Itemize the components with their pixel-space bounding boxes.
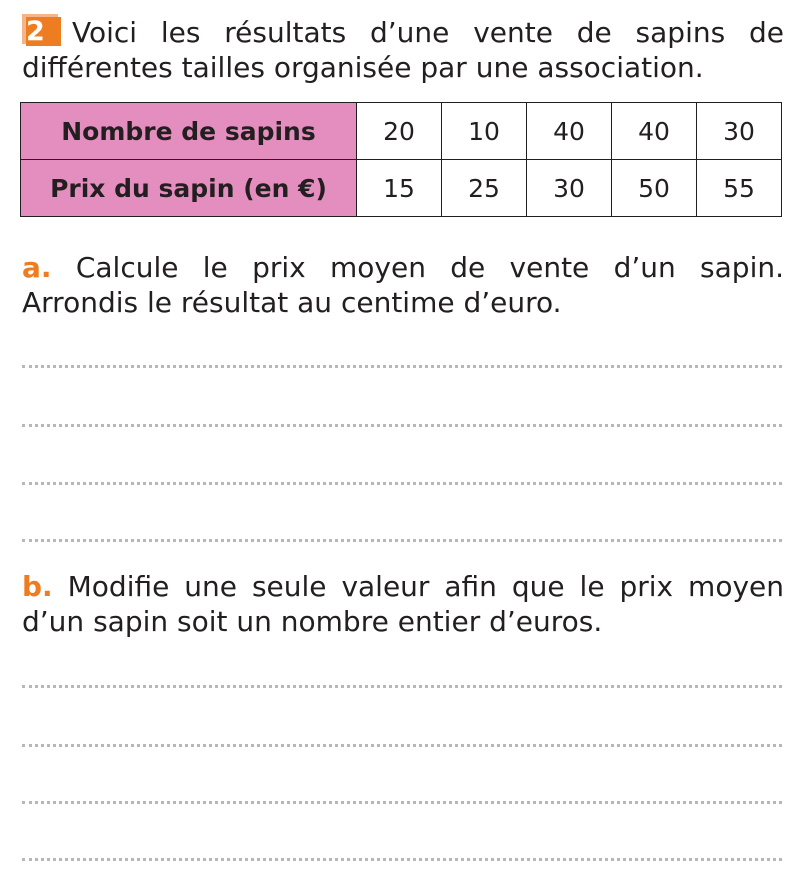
table-cell: 10: [442, 103, 527, 160]
exercise-intro: [22, 14, 784, 85]
table-cell: 15: [357, 160, 442, 217]
question-b: [22, 569, 784, 639]
table-cell: 25: [442, 160, 527, 217]
table-cell: 40: [612, 103, 697, 160]
answer-line-a1[interactable]: [22, 365, 782, 368]
question-a-text: Calcule le prix moyen de vente d’un sapin. Arrondis le résultat au centime d’euro.: [22, 251, 784, 319]
table-row-price: [21, 160, 782, 217]
answer-line-a2[interactable]: [22, 424, 782, 427]
answer-line-a3[interactable]: [22, 482, 782, 485]
sales-table: [20, 102, 782, 217]
row-header-price: Prix du sapin (en €): [21, 160, 357, 217]
answer-line-b1[interactable]: [22, 685, 782, 688]
exercise-number-badge: [22, 14, 62, 46]
question-a: [22, 250, 784, 320]
row-header-quantity: Nombre de sapins: [21, 103, 357, 160]
table-cell: 40: [527, 103, 612, 160]
question-a-letter: a.: [22, 251, 52, 284]
answer-line-a4[interactable]: [22, 539, 782, 542]
table-row-quantity: [21, 103, 782, 160]
answer-line-b2[interactable]: [22, 744, 782, 747]
question-b-letter: b.: [22, 570, 53, 603]
table-cell: 30: [697, 103, 782, 160]
exercise-intro-text: Voici les résultats d’une vente de sapins de différentes tailles organisée par une association.: [22, 16, 784, 84]
table-cell: 30: [527, 160, 612, 217]
table-cell: 50: [612, 160, 697, 217]
answer-line-b3[interactable]: [22, 801, 782, 804]
question-b-text: Modifie une seule valeur afin que le prix moyen d’un sapin soit un nombre entier d’euros.: [22, 570, 785, 638]
table-cell: 55: [697, 160, 782, 217]
table-cell: 20: [357, 103, 442, 160]
exercise-number: 2: [26, 17, 61, 46]
answer-line-b4[interactable]: [22, 858, 782, 861]
